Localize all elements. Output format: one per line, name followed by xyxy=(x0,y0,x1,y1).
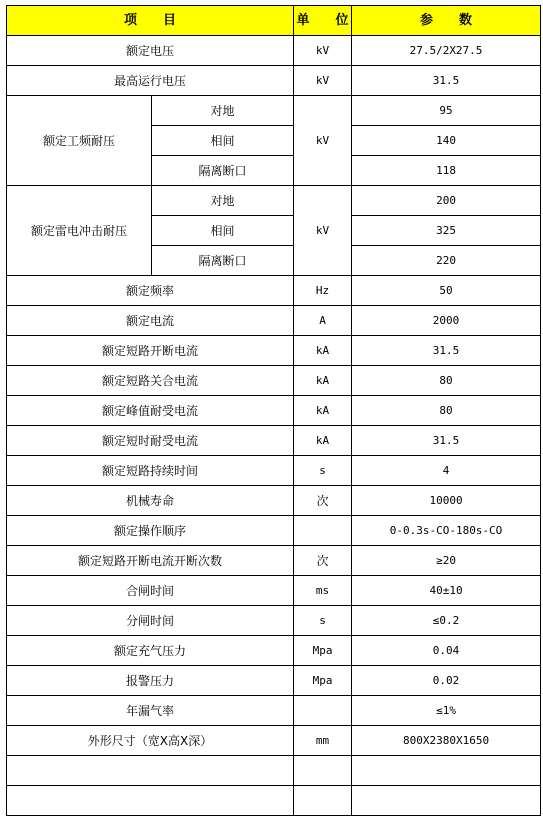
param-unit xyxy=(294,756,352,786)
param-unit xyxy=(294,786,352,816)
param-value: 200 xyxy=(352,186,541,216)
sub-name: 隔离断口 xyxy=(152,246,294,276)
sub-name: 相间 xyxy=(152,216,294,246)
param-value: 0.04 xyxy=(352,636,541,666)
param-value: 800X2380X1650 xyxy=(352,726,541,756)
param-unit: Mpa xyxy=(294,636,352,666)
sub-name: 相间 xyxy=(152,126,294,156)
table-row xyxy=(7,546,541,576)
param-value: ≤0.2 xyxy=(352,606,541,636)
param-unit: 次 xyxy=(294,486,352,516)
param-name: 额定短路开断电流 xyxy=(7,336,294,366)
param-value: 31.5 xyxy=(352,426,541,456)
param-name: 额定充气压力 xyxy=(7,636,294,666)
param-unit xyxy=(294,696,352,726)
param-unit xyxy=(294,516,352,546)
sub-name: 隔离断口 xyxy=(152,156,294,186)
param-value: 31.5 xyxy=(352,336,541,366)
param-value xyxy=(352,786,541,816)
table-row xyxy=(7,336,541,366)
table-row xyxy=(7,96,541,126)
param-unit: kV xyxy=(294,36,352,66)
param-value: 27.5/2X27.5 xyxy=(352,36,541,66)
param-unit: kV xyxy=(294,96,352,186)
param-unit: kV xyxy=(294,66,352,96)
group-name: 额定雷电冲击耐压 xyxy=(7,186,152,276)
table-row xyxy=(7,486,541,516)
table-row xyxy=(7,456,541,486)
param-unit: Mpa xyxy=(294,666,352,696)
header-param: 参 数 xyxy=(352,6,541,36)
table-row xyxy=(7,516,541,546)
param-value: 10000 xyxy=(352,486,541,516)
param-name: 额定电流 xyxy=(7,306,294,336)
param-name xyxy=(7,756,294,786)
param-name: 额定短路开断电流开断次数 xyxy=(7,546,294,576)
param-value: 50 xyxy=(352,276,541,306)
param-name: 额定操作顺序 xyxy=(7,516,294,546)
spec-table xyxy=(6,5,541,816)
param-unit: kA xyxy=(294,396,352,426)
param-value: 0.02 xyxy=(352,666,541,696)
header-unit: 单 位 xyxy=(294,6,352,36)
param-value: 40±10 xyxy=(352,576,541,606)
param-value: 220 xyxy=(352,246,541,276)
table-row xyxy=(7,276,541,306)
table-row xyxy=(7,366,541,396)
param-value: 80 xyxy=(352,366,541,396)
param-name: 年漏气率 xyxy=(7,696,294,726)
param-name: 额定短时耐受电流 xyxy=(7,426,294,456)
param-name: 额定短路关合电流 xyxy=(7,366,294,396)
table-row xyxy=(7,306,541,336)
table-row xyxy=(7,756,541,786)
param-unit: A xyxy=(294,306,352,336)
param-unit: 次 xyxy=(294,546,352,576)
param-name: 机械寿命 xyxy=(7,486,294,516)
param-value: 325 xyxy=(352,216,541,246)
table-row xyxy=(7,186,541,216)
header-row xyxy=(7,6,541,36)
param-name: 外形尺寸（宽X高X深） xyxy=(7,726,294,756)
param-value: ≥20 xyxy=(352,546,541,576)
param-name: 额定频率 xyxy=(7,276,294,306)
table-row xyxy=(7,576,541,606)
param-name: 额定短路持续时间 xyxy=(7,456,294,486)
param-name: 合闸时间 xyxy=(7,576,294,606)
param-unit: mm xyxy=(294,726,352,756)
param-name: 报警压力 xyxy=(7,666,294,696)
param-unit: ms xyxy=(294,576,352,606)
param-name: 额定峰值耐受电流 xyxy=(7,396,294,426)
param-value: 118 xyxy=(352,156,541,186)
param-value: 31.5 xyxy=(352,66,541,96)
table-row xyxy=(7,606,541,636)
param-unit: kA xyxy=(294,366,352,396)
table-row xyxy=(7,696,541,726)
param-unit: Hz xyxy=(294,276,352,306)
param-name: 最高运行电压 xyxy=(7,66,294,96)
param-value: 2000 xyxy=(352,306,541,336)
param-unit: kV xyxy=(294,186,352,276)
param-value: 4 xyxy=(352,456,541,486)
param-unit: s xyxy=(294,606,352,636)
param-value: 0-0.3s-CO-180s-CO xyxy=(352,516,541,546)
param-name xyxy=(7,786,294,816)
param-value: 140 xyxy=(352,126,541,156)
group-name: 额定工频耐压 xyxy=(7,96,152,186)
param-value: 95 xyxy=(352,96,541,126)
param-value xyxy=(352,756,541,786)
header-item: 项 目 xyxy=(7,6,294,36)
param-unit: kA xyxy=(294,426,352,456)
table-row xyxy=(7,396,541,426)
table-row xyxy=(7,726,541,756)
param-value: ≤1% xyxy=(352,696,541,726)
table-row xyxy=(7,666,541,696)
table-row xyxy=(7,786,541,816)
param-unit: s xyxy=(294,456,352,486)
param-name: 额定电压 xyxy=(7,36,294,66)
table-row xyxy=(7,636,541,666)
param-value: 80 xyxy=(352,396,541,426)
param-name: 分闸时间 xyxy=(7,606,294,636)
table-row xyxy=(7,36,541,66)
table-row xyxy=(7,426,541,456)
sub-name: 对地 xyxy=(152,186,294,216)
table-row xyxy=(7,66,541,96)
param-unit: kA xyxy=(294,336,352,366)
sub-name: 对地 xyxy=(152,96,294,126)
